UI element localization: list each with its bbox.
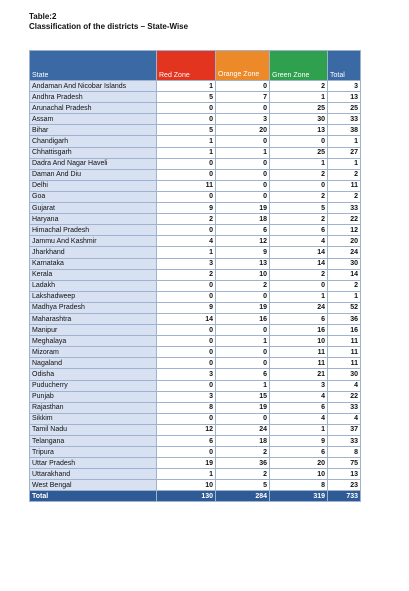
red-zone-cell: 0 bbox=[157, 191, 216, 202]
red-zone-cell: 3 bbox=[157, 391, 216, 402]
orange-zone-cell: 0 bbox=[216, 136, 270, 147]
orange-zone-cell: 0 bbox=[216, 347, 270, 358]
red-zone-cell: 3 bbox=[157, 369, 216, 380]
table-caption: Classification of the districts – State-Wise bbox=[29, 22, 189, 31]
table-row bbox=[30, 269, 361, 280]
red-zone-cell: 0 bbox=[157, 169, 216, 180]
state-cell: Ladakh bbox=[30, 280, 157, 291]
red-zone-cell: 5 bbox=[157, 92, 216, 103]
green-zone-cell: 13 bbox=[270, 125, 328, 136]
table-row bbox=[30, 125, 361, 136]
red-zone-cell: 0 bbox=[157, 158, 216, 169]
total-cell: 2 bbox=[328, 169, 361, 180]
orange-zone-cell: 19 bbox=[216, 302, 270, 313]
total-total: 733 bbox=[328, 491, 361, 502]
total-cell: 12 bbox=[328, 225, 361, 236]
orange-zone-cell: 19 bbox=[216, 203, 270, 214]
orange-zone-cell: 18 bbox=[216, 214, 270, 225]
total-cell: 27 bbox=[328, 147, 361, 158]
state-cell: Punjab bbox=[30, 391, 157, 402]
table-row bbox=[30, 436, 361, 447]
red-zone-cell: 1 bbox=[157, 136, 216, 147]
orange-zone-cell: 15 bbox=[216, 391, 270, 402]
state-cell: Odisha bbox=[30, 369, 157, 380]
table-row bbox=[30, 225, 361, 236]
total-cell: 13 bbox=[328, 92, 361, 103]
total-cell: 33 bbox=[328, 203, 361, 214]
total-cell: 3 bbox=[328, 81, 361, 92]
orange-zone-cell: 0 bbox=[216, 413, 270, 424]
red-zone-cell: 3 bbox=[157, 258, 216, 269]
green-zone-cell: 6 bbox=[270, 313, 328, 324]
table-row bbox=[30, 402, 361, 413]
state-cell: Arunachal Pradesh bbox=[30, 103, 157, 114]
table-row bbox=[30, 81, 361, 92]
orange-zone-cell: 5 bbox=[216, 480, 270, 491]
red-zone-cell: 0 bbox=[157, 225, 216, 236]
table-row bbox=[30, 369, 361, 380]
red-zone-cell: 1 bbox=[157, 81, 216, 92]
orange-zone-cell: 12 bbox=[216, 236, 270, 247]
state-cell: Andhra Pradesh bbox=[30, 92, 157, 103]
orange-zone-cell: 19 bbox=[216, 402, 270, 413]
total-cell: 1 bbox=[328, 158, 361, 169]
orange-zone-cell: 16 bbox=[216, 313, 270, 324]
total-cell: 30 bbox=[328, 258, 361, 269]
orange-zone-cell: 13 bbox=[216, 258, 270, 269]
green-zone-cell: 4 bbox=[270, 391, 328, 402]
orange-zone-cell: 0 bbox=[216, 180, 270, 191]
red-zone-cell: 1 bbox=[157, 469, 216, 480]
green-zone-cell: 2 bbox=[270, 169, 328, 180]
orange-zone-cell: 36 bbox=[216, 458, 270, 469]
state-cell: Chhattisgarh bbox=[30, 147, 157, 158]
green-zone-cell: 1 bbox=[270, 158, 328, 169]
total-cell: 30 bbox=[328, 369, 361, 380]
total-cell: 11 bbox=[328, 336, 361, 347]
state-cell: Manipur bbox=[30, 325, 157, 336]
state-cell: Telangana bbox=[30, 436, 157, 447]
state-cell: Delhi bbox=[30, 180, 157, 191]
green-zone-cell: 6 bbox=[270, 447, 328, 458]
red-zone-cell: 8 bbox=[157, 402, 216, 413]
orange-zone-cell: 0 bbox=[216, 291, 270, 302]
state-cell: Chandigarh bbox=[30, 136, 157, 147]
total-cell: 4 bbox=[328, 413, 361, 424]
table-row bbox=[30, 203, 361, 214]
table-row bbox=[30, 236, 361, 247]
total-red: 130 bbox=[157, 491, 216, 502]
total-cell: 14 bbox=[328, 269, 361, 280]
green-zone-cell: 1 bbox=[270, 92, 328, 103]
table-row bbox=[30, 114, 361, 125]
orange-zone-cell: 0 bbox=[216, 191, 270, 202]
orange-zone-cell: 1 bbox=[216, 147, 270, 158]
red-zone-cell: 0 bbox=[157, 103, 216, 114]
state-cell: Maharashtra bbox=[30, 313, 157, 324]
table-row bbox=[30, 103, 361, 114]
total-cell: 8 bbox=[328, 447, 361, 458]
districts-table bbox=[29, 50, 361, 502]
total-green: 319 bbox=[270, 491, 328, 502]
table-row bbox=[30, 158, 361, 169]
header-red-zone: Red Zone bbox=[157, 51, 216, 81]
state-cell: Uttar Pradesh bbox=[30, 458, 157, 469]
orange-zone-cell: 0 bbox=[216, 325, 270, 336]
total-cell: 36 bbox=[328, 313, 361, 324]
total-cell: 16 bbox=[328, 325, 361, 336]
total-label: Total bbox=[30, 491, 157, 502]
orange-zone-cell: 9 bbox=[216, 247, 270, 258]
table-row bbox=[30, 247, 361, 258]
total-cell: 2 bbox=[328, 280, 361, 291]
green-zone-cell: 0 bbox=[270, 180, 328, 191]
orange-zone-cell: 20 bbox=[216, 125, 270, 136]
green-zone-cell: 30 bbox=[270, 114, 328, 125]
table-row bbox=[30, 291, 361, 302]
green-zone-cell: 10 bbox=[270, 336, 328, 347]
orange-zone-cell: 2 bbox=[216, 447, 270, 458]
red-zone-cell: 0 bbox=[157, 325, 216, 336]
state-cell: Jammu And Kashmir bbox=[30, 236, 157, 247]
total-cell: 33 bbox=[328, 436, 361, 447]
red-zone-cell: 0 bbox=[157, 380, 216, 391]
total-cell: 22 bbox=[328, 391, 361, 402]
green-zone-cell: 4 bbox=[270, 236, 328, 247]
red-zone-cell: 0 bbox=[157, 280, 216, 291]
state-cell: Haryana bbox=[30, 214, 157, 225]
total-cell: 1 bbox=[328, 136, 361, 147]
state-cell: Tripura bbox=[30, 447, 157, 458]
table-row bbox=[30, 458, 361, 469]
green-zone-cell: 2 bbox=[270, 269, 328, 280]
table-row bbox=[30, 325, 361, 336]
state-cell: Bihar bbox=[30, 125, 157, 136]
green-zone-cell: 5 bbox=[270, 203, 328, 214]
orange-zone-cell: 0 bbox=[216, 158, 270, 169]
green-zone-cell: 0 bbox=[270, 136, 328, 147]
state-cell: Karnataka bbox=[30, 258, 157, 269]
red-zone-cell: 0 bbox=[157, 114, 216, 125]
table-row bbox=[30, 380, 361, 391]
green-zone-cell: 11 bbox=[270, 358, 328, 369]
table-row bbox=[30, 347, 361, 358]
total-cell: 33 bbox=[328, 114, 361, 125]
table-row bbox=[30, 280, 361, 291]
green-zone-cell: 14 bbox=[270, 247, 328, 258]
red-zone-cell: 5 bbox=[157, 125, 216, 136]
table-row bbox=[30, 313, 361, 324]
state-cell: West Bengal bbox=[30, 480, 157, 491]
table-row bbox=[30, 92, 361, 103]
state-cell: Himachal Pradesh bbox=[30, 225, 157, 236]
total-cell: 37 bbox=[328, 424, 361, 435]
header-row bbox=[30, 51, 361, 81]
red-zone-cell: 0 bbox=[157, 358, 216, 369]
table-row bbox=[30, 391, 361, 402]
green-zone-cell: 4 bbox=[270, 413, 328, 424]
table-row bbox=[30, 302, 361, 313]
table-row bbox=[30, 424, 361, 435]
red-zone-cell: 12 bbox=[157, 424, 216, 435]
red-zone-cell: 0 bbox=[157, 291, 216, 302]
total-cell: 23 bbox=[328, 480, 361, 491]
green-zone-cell: 16 bbox=[270, 325, 328, 336]
orange-zone-cell: 6 bbox=[216, 225, 270, 236]
green-zone-cell: 14 bbox=[270, 258, 328, 269]
orange-zone-cell: 24 bbox=[216, 424, 270, 435]
state-cell: Rajasthan bbox=[30, 402, 157, 413]
green-zone-cell: 21 bbox=[270, 369, 328, 380]
total-row bbox=[30, 491, 361, 502]
total-cell: 33 bbox=[328, 402, 361, 413]
orange-zone-cell: 3 bbox=[216, 114, 270, 125]
total-cell: 11 bbox=[328, 180, 361, 191]
header-total: Total bbox=[328, 51, 361, 81]
state-cell: Tamil Nadu bbox=[30, 424, 157, 435]
green-zone-cell: 2 bbox=[270, 214, 328, 225]
state-cell: Nagaland bbox=[30, 358, 157, 369]
state-cell: Gujarat bbox=[30, 203, 157, 214]
green-zone-cell: 10 bbox=[270, 469, 328, 480]
table-row bbox=[30, 413, 361, 424]
total-cell: 13 bbox=[328, 469, 361, 480]
green-zone-cell: 25 bbox=[270, 103, 328, 114]
total-cell: 75 bbox=[328, 458, 361, 469]
table-row bbox=[30, 358, 361, 369]
green-zone-cell: 8 bbox=[270, 480, 328, 491]
table-row bbox=[30, 147, 361, 158]
total-cell: 1 bbox=[328, 291, 361, 302]
orange-zone-cell: 6 bbox=[216, 369, 270, 380]
state-cell: Sikkim bbox=[30, 413, 157, 424]
green-zone-cell: 25 bbox=[270, 147, 328, 158]
orange-zone-cell: 7 bbox=[216, 92, 270, 103]
total-cell: 11 bbox=[328, 358, 361, 369]
total-cell: 38 bbox=[328, 125, 361, 136]
total-cell: 22 bbox=[328, 214, 361, 225]
state-cell: Jharkhand bbox=[30, 247, 157, 258]
green-zone-cell: 20 bbox=[270, 458, 328, 469]
header-state: State bbox=[30, 51, 157, 81]
table-row bbox=[30, 469, 361, 480]
red-zone-cell: 19 bbox=[157, 458, 216, 469]
state-cell: Mizoram bbox=[30, 347, 157, 358]
red-zone-cell: 9 bbox=[157, 302, 216, 313]
table-row bbox=[30, 258, 361, 269]
green-zone-cell: 3 bbox=[270, 380, 328, 391]
state-cell: Assam bbox=[30, 114, 157, 125]
green-zone-cell: 2 bbox=[270, 191, 328, 202]
green-zone-cell: 6 bbox=[270, 225, 328, 236]
total-cell: 20 bbox=[328, 236, 361, 247]
green-zone-cell: 6 bbox=[270, 402, 328, 413]
state-cell: Kerala bbox=[30, 269, 157, 280]
green-zone-cell: 24 bbox=[270, 302, 328, 313]
header-orange-zone: Orange Zone bbox=[216, 51, 270, 81]
orange-zone-cell: 0 bbox=[216, 169, 270, 180]
table-row bbox=[30, 136, 361, 147]
table-body bbox=[30, 81, 361, 491]
state-cell: Daman And Diu bbox=[30, 169, 157, 180]
table-number: Table:2 bbox=[29, 12, 57, 21]
total-cell: 2 bbox=[328, 191, 361, 202]
green-zone-cell: 1 bbox=[270, 291, 328, 302]
red-zone-cell: 4 bbox=[157, 236, 216, 247]
orange-zone-cell: 10 bbox=[216, 269, 270, 280]
orange-zone-cell: 0 bbox=[216, 358, 270, 369]
state-cell: Dadra And Nagar Haveli bbox=[30, 158, 157, 169]
state-cell: Goa bbox=[30, 191, 157, 202]
total-orange: 284 bbox=[216, 491, 270, 502]
red-zone-cell: 2 bbox=[157, 214, 216, 225]
red-zone-cell: 9 bbox=[157, 203, 216, 214]
green-zone-cell: 1 bbox=[270, 424, 328, 435]
red-zone-cell: 1 bbox=[157, 247, 216, 258]
green-zone-cell: 2 bbox=[270, 81, 328, 92]
total-cell: 52 bbox=[328, 302, 361, 313]
table-row bbox=[30, 480, 361, 491]
table-row bbox=[30, 169, 361, 180]
total-cell: 11 bbox=[328, 347, 361, 358]
orange-zone-cell: 2 bbox=[216, 469, 270, 480]
orange-zone-cell: 1 bbox=[216, 380, 270, 391]
table-row bbox=[30, 180, 361, 191]
header-green-zone: Green Zone bbox=[270, 51, 328, 81]
red-zone-cell: 0 bbox=[157, 413, 216, 424]
red-zone-cell: 6 bbox=[157, 436, 216, 447]
state-cell: Andaman And Nicobar Islands bbox=[30, 81, 157, 92]
table-row bbox=[30, 447, 361, 458]
table-row bbox=[30, 336, 361, 347]
orange-zone-cell: 0 bbox=[216, 81, 270, 92]
total-cell: 25 bbox=[328, 103, 361, 114]
green-zone-cell: 11 bbox=[270, 347, 328, 358]
total-cell: 24 bbox=[328, 247, 361, 258]
state-cell: Lakshadweep bbox=[30, 291, 157, 302]
orange-zone-cell: 0 bbox=[216, 103, 270, 114]
green-zone-cell: 9 bbox=[270, 436, 328, 447]
green-zone-cell: 0 bbox=[270, 280, 328, 291]
red-zone-cell: 2 bbox=[157, 269, 216, 280]
red-zone-cell: 10 bbox=[157, 480, 216, 491]
state-cell: Meghalaya bbox=[30, 336, 157, 347]
table-row bbox=[30, 214, 361, 225]
red-zone-cell: 0 bbox=[157, 347, 216, 358]
red-zone-cell: 14 bbox=[157, 313, 216, 324]
orange-zone-cell: 18 bbox=[216, 436, 270, 447]
orange-zone-cell: 1 bbox=[216, 336, 270, 347]
red-zone-cell: 0 bbox=[157, 336, 216, 347]
total-cell: 4 bbox=[328, 380, 361, 391]
red-zone-cell: 11 bbox=[157, 180, 216, 191]
state-cell: Madhya Pradesh bbox=[30, 302, 157, 313]
red-zone-cell: 1 bbox=[157, 147, 216, 158]
orange-zone-cell: 2 bbox=[216, 280, 270, 291]
state-cell: Uttarakhand bbox=[30, 469, 157, 480]
table-row bbox=[30, 191, 361, 202]
red-zone-cell: 0 bbox=[157, 447, 216, 458]
state-cell: Puducherry bbox=[30, 380, 157, 391]
